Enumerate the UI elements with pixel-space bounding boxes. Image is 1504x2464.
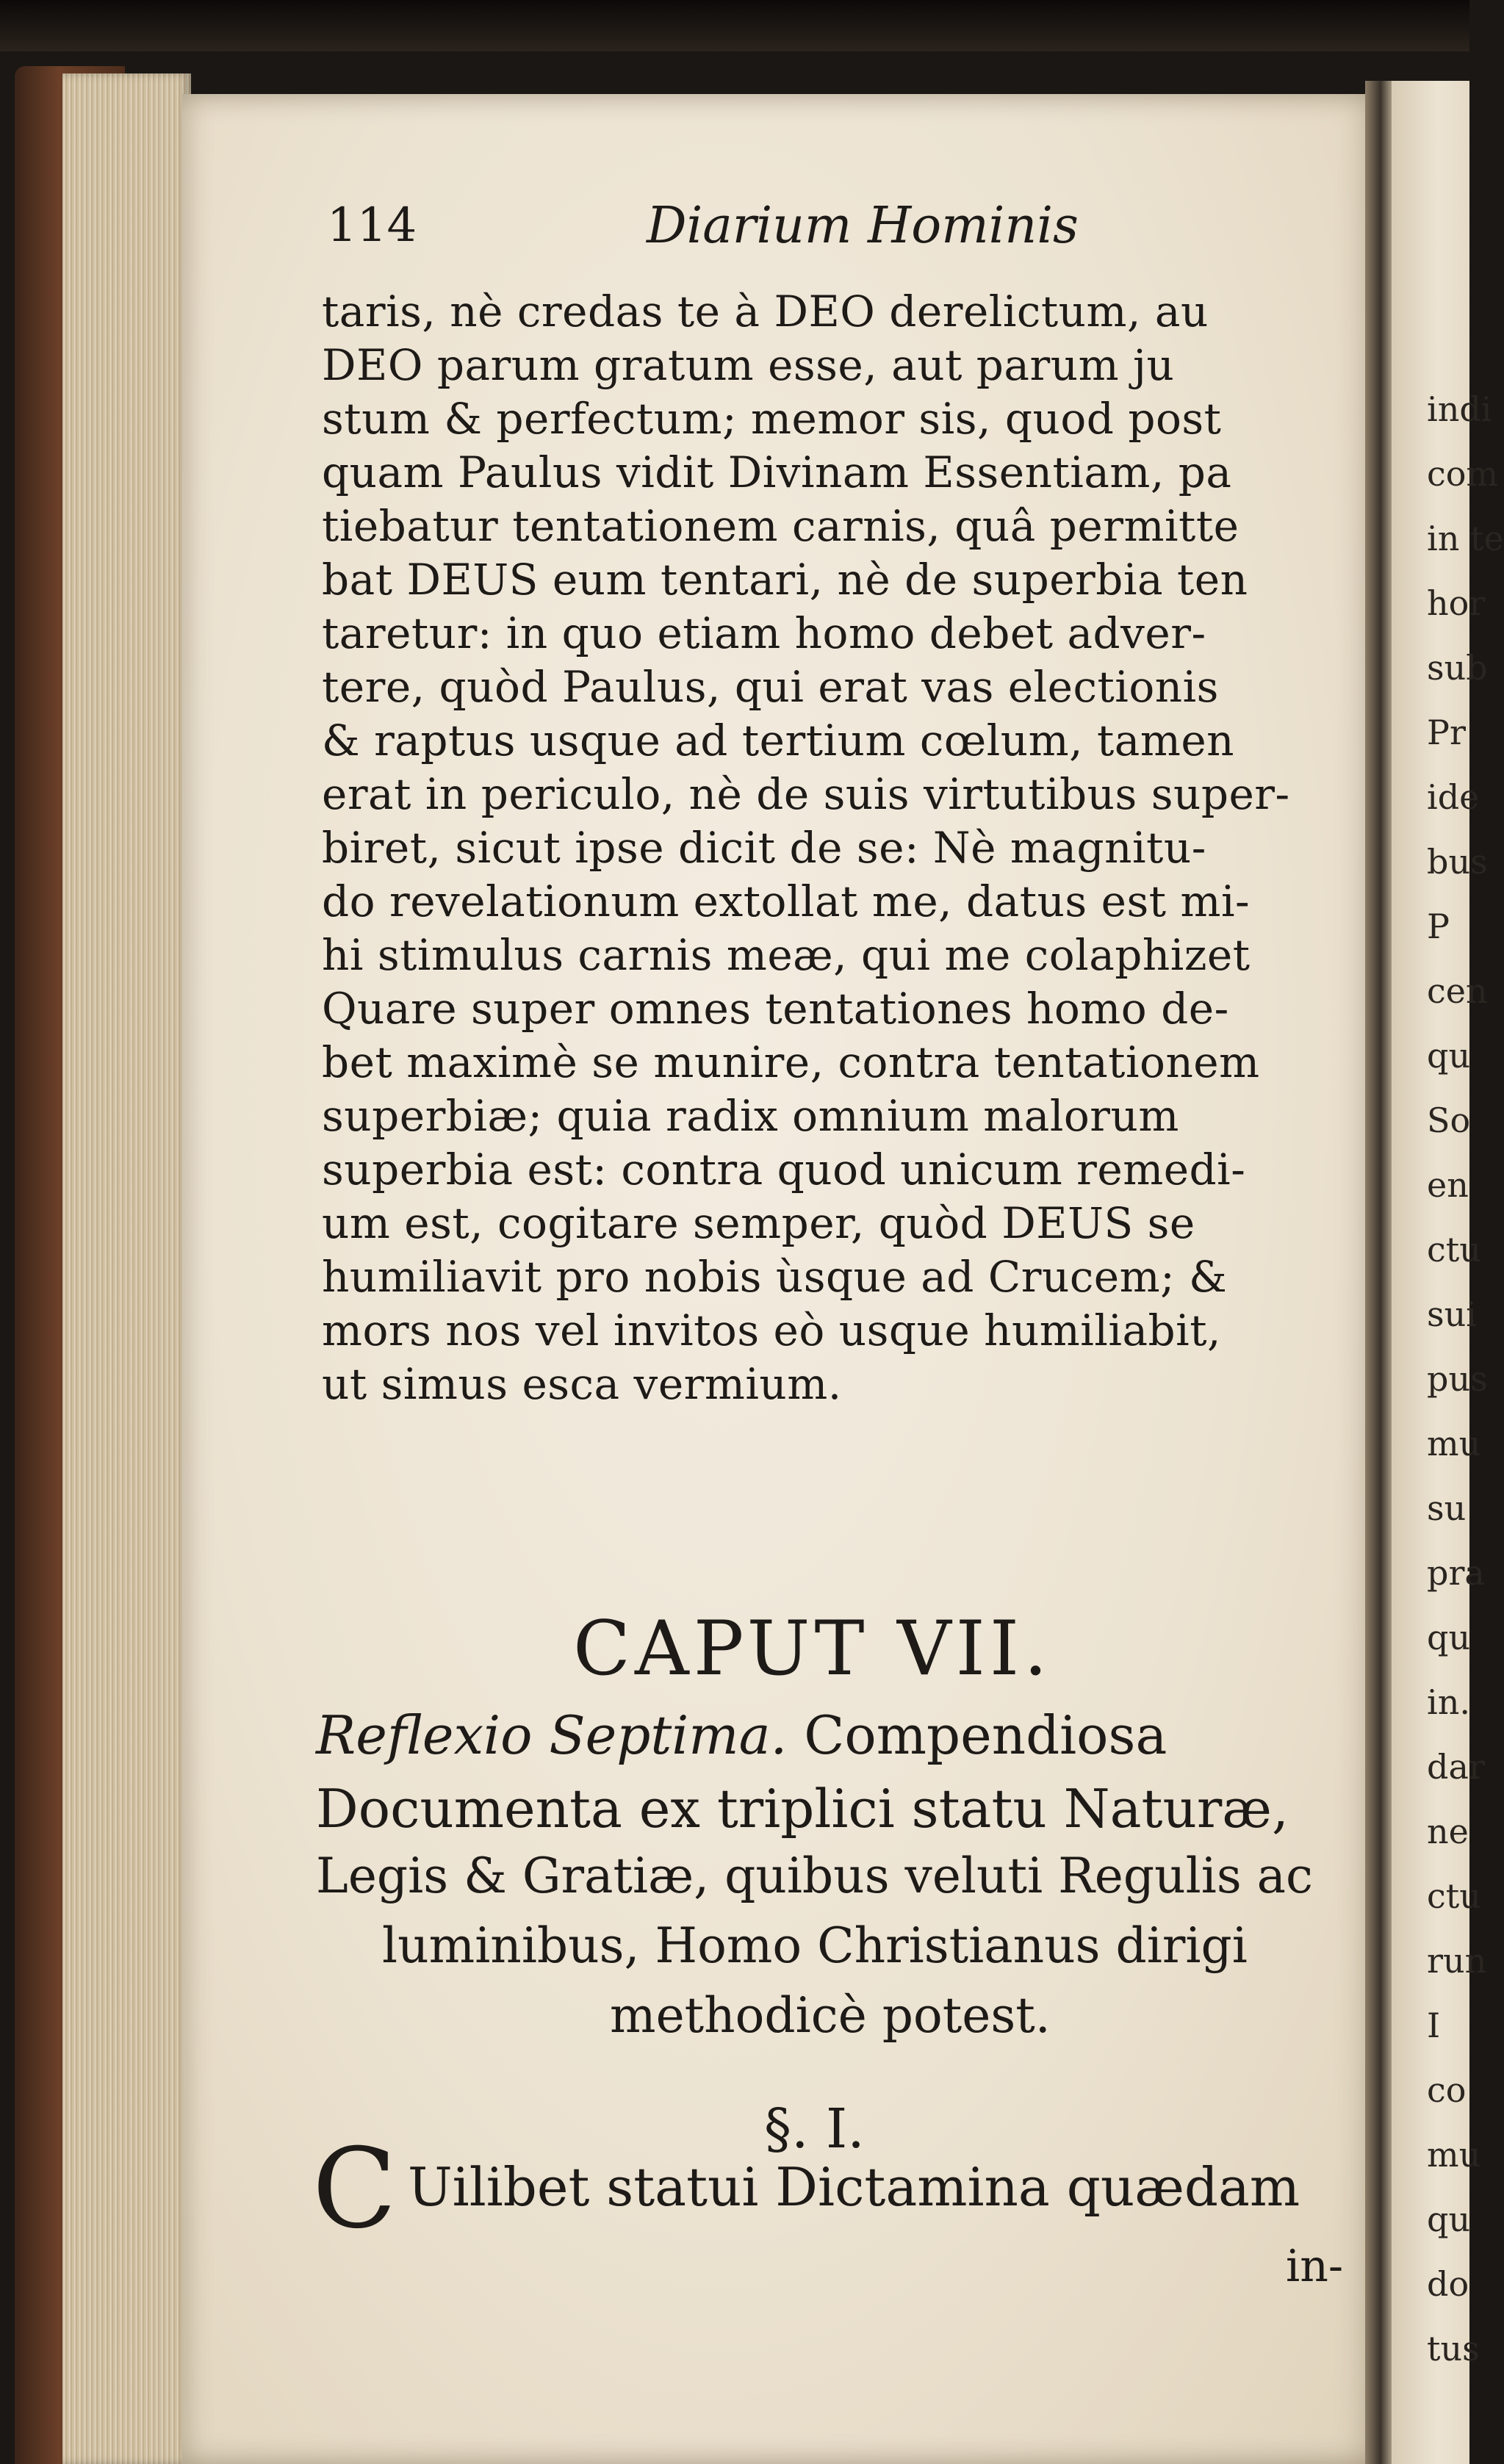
text-line: hi stimulus carnis meæ, qui me colaphizet <box>322 930 1251 980</box>
catchword: in- <box>1286 2241 1344 2292</box>
text-line: superbia est: contra quod unicum remedi- <box>322 1145 1246 1195</box>
facing-fragment: ctu <box>1427 1876 1481 1916</box>
text-line: biret, sicut ipse dicit de se: Nè magnitu- <box>322 823 1206 873</box>
subtitle-line: Documenta ex triplici statu Naturæ, <box>316 1778 1289 1840</box>
facing-fragment: qu <box>1427 1618 1471 1657</box>
facing-fragment: co <box>1427 2070 1467 2110</box>
text-line: quam Paulus vidit Divinam Essentiam, pa <box>322 447 1232 497</box>
text-line: Quare super omnes tentationes homo de- <box>322 984 1229 1034</box>
first-paragraph-line: Uilibet statui Dictamina quædam <box>408 2156 1300 2218</box>
subtitle-line: luminibus, Homo Christianus dirigi <box>382 1917 1248 1974</box>
text-line: um est, cogitare semper, quòd DEUS se <box>322 1198 1195 1248</box>
facing-fragment: in. <box>1427 1682 1470 1722</box>
page-edges <box>62 73 191 2464</box>
facing-fragment: qu <box>1427 1036 1471 1076</box>
facing-fragment: ne <box>1427 1812 1469 1851</box>
running-title: Diarium Hominis <box>647 197 1079 255</box>
facing-fragment: ide <box>1427 777 1480 817</box>
facing-fragment: I <box>1427 2006 1441 2045</box>
facing-fragment: tus <box>1427 2329 1480 2368</box>
text-line: do revelationum extollat me, datus est mi- <box>322 876 1251 926</box>
facing-fragment: qu <box>1427 2200 1471 2239</box>
facing-fragment: run <box>1427 1941 1487 1981</box>
text-line: humiliavit pro nobis ùsque ad Crucem; & <box>322 1252 1228 1302</box>
facing-fragment: ctu <box>1427 1230 1481 1269</box>
reflexio-rest: Compendiosa <box>804 1704 1167 1766</box>
facing-fragment: bus <box>1427 842 1488 882</box>
text-line: tere, quòd Paulus, qui erat vas electionis <box>322 662 1219 712</box>
facing-fragment: cen <box>1427 971 1488 1011</box>
reflexio-line <box>316 1704 1167 1766</box>
subtitle-line: methodicè potest. <box>610 1987 1051 2044</box>
facing-fragment: su <box>1427 1488 1467 1528</box>
facing-fragment: P <box>1427 907 1450 946</box>
facing-fragment: hor <box>1427 583 1486 623</box>
facing-fragment: in te <box>1427 519 1504 558</box>
drop-cap: C <box>312 2125 397 2253</box>
section-mark: §. I. <box>764 2097 865 2161</box>
text-line: bat DEUS eum tentari, nè de superbia ten <box>322 555 1248 605</box>
subtitle-line: Legis & Gratiæ, quibus veluti Regulis ac <box>316 1848 1313 1904</box>
facing-fragment: com <box>1427 454 1499 494</box>
facing-fragment: sui <box>1427 1294 1477 1334</box>
text-line: stum & perfectum; memor sis, quod post <box>322 394 1222 444</box>
text-line: superbiæ; quia radix omnium malorum <box>322 1091 1179 1141</box>
facing-page <box>1392 81 1504 2464</box>
facing-fragment: en <box>1427 1165 1469 1205</box>
facing-fragment: dar <box>1427 1747 1485 1787</box>
chapter-heading: CAPUT VII. <box>573 1605 1052 1693</box>
background-shadow <box>0 0 1469 51</box>
text-line: & raptus usque ad tertium cœlum, tamen <box>322 716 1235 766</box>
facing-fragment: Pr <box>1427 713 1466 752</box>
text-line: taris, nè credas te à DEO derelictum, au <box>322 287 1209 336</box>
book-gutter <box>1365 81 1393 2464</box>
text-line: tiebatur tentationem carnis, quâ permitte <box>322 501 1239 551</box>
reflexio-label: Reflexio Septima. <box>316 1704 788 1766</box>
facing-fragment: pra <box>1427 1553 1485 1593</box>
facing-fragment: pus <box>1427 1359 1488 1399</box>
text-line: bet maximè se munire, contra tentationem <box>322 1037 1260 1087</box>
facing-fragment: mu <box>1427 2135 1481 2175</box>
page-number: 114 <box>327 198 417 253</box>
text-line: ut simus esca vermium. <box>322 1359 842 1409</box>
facing-fragment: sub <box>1427 648 1488 688</box>
facing-fragment: do <box>1427 2264 1469 2304</box>
text-line: erat in periculo, nè de suis virtutibus super- <box>322 769 1290 819</box>
text-line: DEO parum gratum esse, aut parum ju <box>322 340 1175 390</box>
facing-fragment: mu <box>1427 1424 1481 1463</box>
text-line: mors nos vel invitos eò usque humiliabit, <box>322 1305 1221 1355</box>
facing-fragment: So <box>1427 1100 1471 1140</box>
text-line: taretur: in quo etiam homo debet adver- <box>322 608 1206 658</box>
facing-fragment: indi <box>1427 389 1492 429</box>
